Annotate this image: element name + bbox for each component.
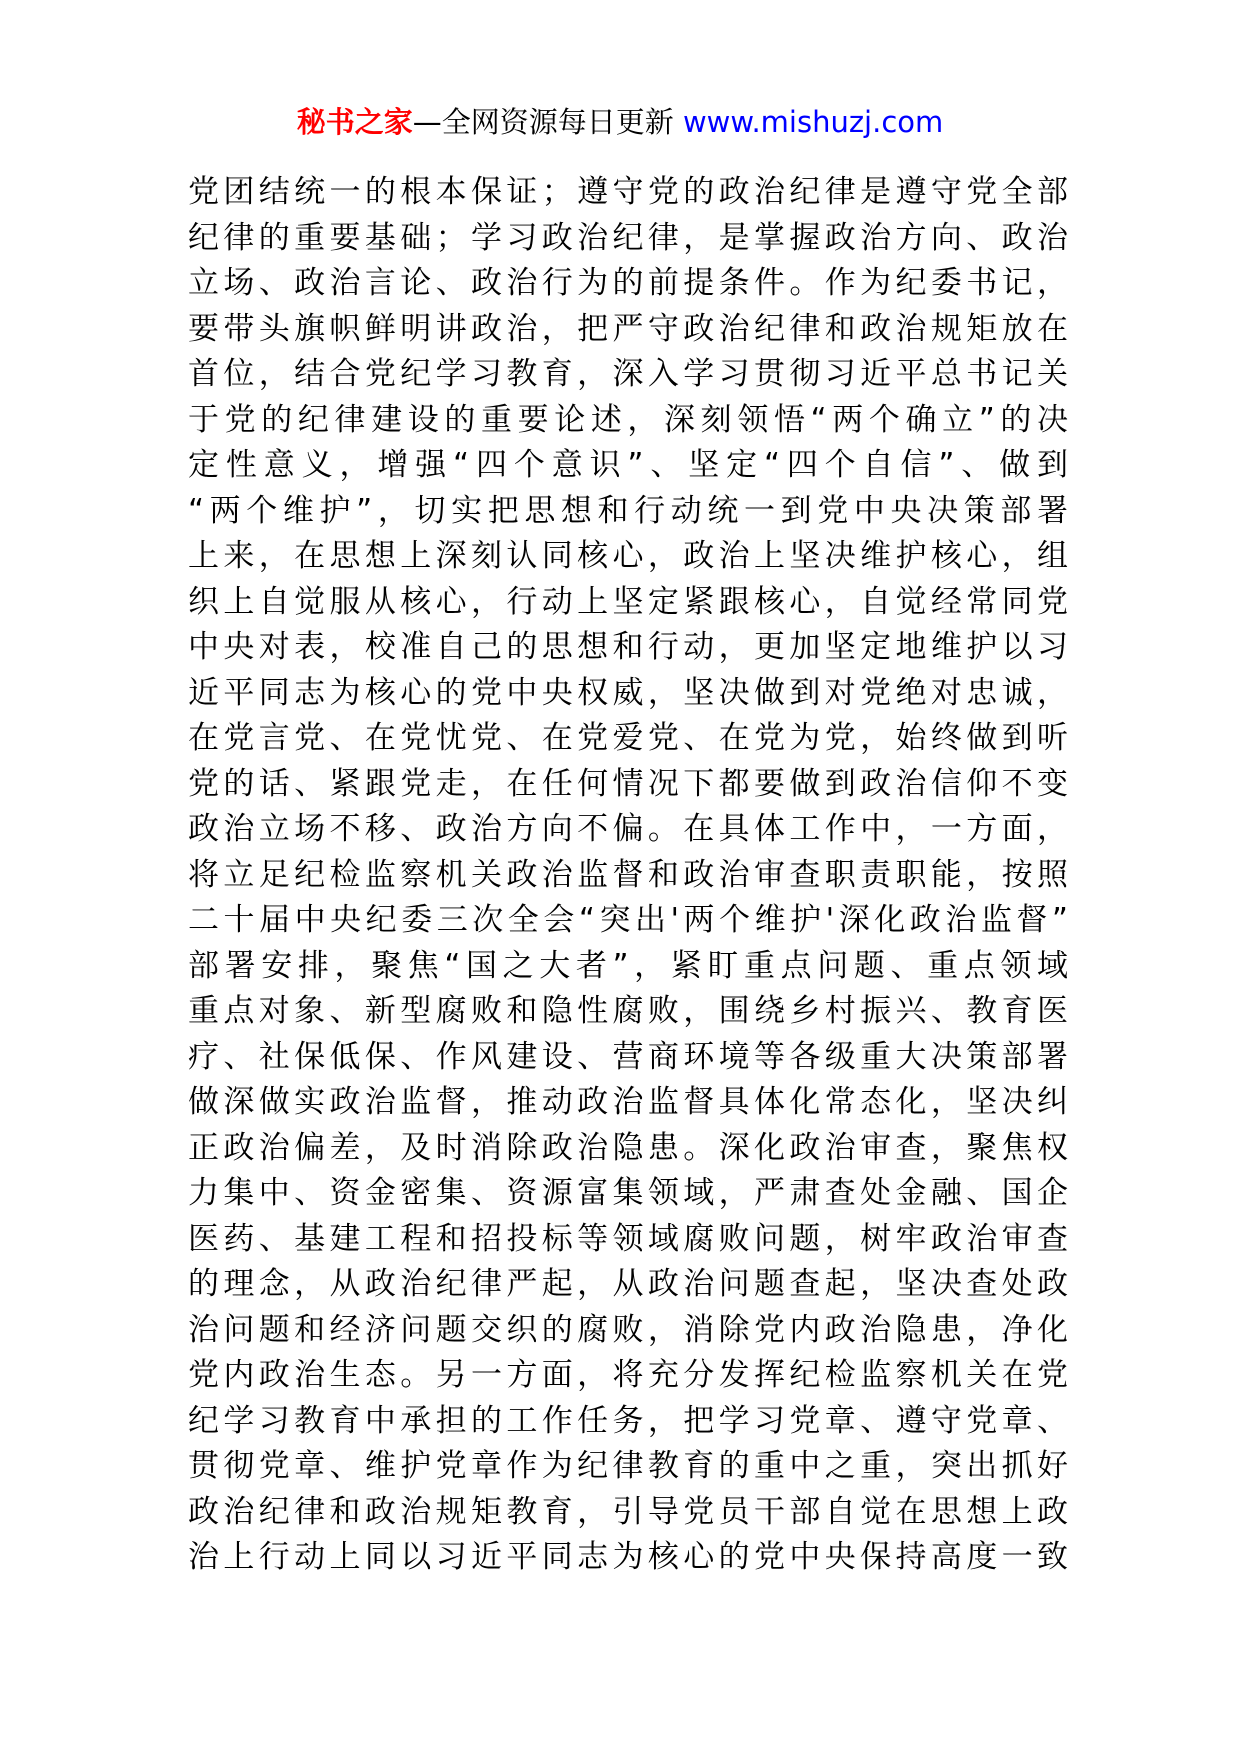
text-line: 党团结统一的根本保证；遵守党的政治纪律是遵守党全部 [188, 174, 1068, 210]
brand-name: 秘书之家 [296, 105, 413, 139]
text-line: 医药、基建工程和招投标等领域腐败问题，树牢政治审查 [188, 1220, 1068, 1257]
text-line: 要带头旗帜鲜明讲政治，把严守政治纪律和政治规矩放在 [188, 310, 1068, 347]
text-line: 部署安排，聚焦“国之大者”，紧盯重点问题、重点领域 [188, 947, 1068, 984]
document-body [188, 170, 1068, 1581]
text-line: 将立足纪检监察机关政治监督和政治审查职责职能，按照 [188, 856, 1068, 893]
text-line: 力集中、资金密集、资源富集领域，严肃查处金融、国企 [188, 1175, 1068, 1211]
text-line: 治问题和经济问题交织的腐败，消除党内政治隐患，净化 [188, 1311, 1068, 1348]
text-line: 近平同志为核心的党中央权威，坚决做到对党绝对忠诚， [188, 674, 1068, 711]
text-line: 纪律的重要基础；学习政治纪律，是掌握政治方向、政治 [188, 219, 1068, 256]
text-line: 定性意义，增强“四个意识”、坚定“四个自信”、做到 [188, 447, 1068, 483]
text-line: 二十届中央纪委三次全会“突出'两个维护'深化政治监督” [188, 902, 1068, 938]
text-line: “两个维护”，切实把思想和行动统一到党中央决策部署 [188, 492, 1068, 529]
text-line: 的理念，从政治纪律严起，从政治问题查起，坚决查处政 [188, 1266, 1068, 1302]
text-line: 做深做实政治监督，推动政治监督具体化常态化，坚决纠 [188, 1084, 1068, 1120]
text-line: 立场、政治言论、政治行为的前提条件。作为纪委书记， [188, 265, 1068, 301]
text-line: 织上自觉服从核心，行动上坚定紧跟核心，自觉经常同党 [188, 583, 1068, 620]
header-tagline: —全网资源每日更新 [412, 105, 683, 139]
text-line: 在党言党、在党忧党、在党爱党、在党为党，始终做到听 [188, 720, 1068, 756]
text-line: 疗、社保低保、作风建设、营商环境等各级重大决策部署 [188, 1038, 1068, 1075]
text-line: 贯彻党章、维护党章作为纪律教育的重中之重，突出抓好 [188, 1448, 1068, 1484]
text-line: 党的话、紧跟党走，在任何情况下都要做到政治信仰不变 [188, 765, 1068, 802]
text-line: 于党的纪律建设的重要论述，深刻领悟“两个确立”的决 [188, 401, 1068, 438]
text-line: 重点对象、新型腐败和隐性腐败，围绕乡村振兴、教育医 [188, 993, 1068, 1029]
site-url-link[interactable]: www.mishuzj.com [682, 105, 944, 139]
text-line: 党内政治生态。另一方面，将充分发挥纪检监察机关在党 [188, 1357, 1068, 1393]
text-line: 中央对表，校准自己的思想和行动，更加坚定地维护以习 [188, 629, 1068, 665]
text-line: 上来，在思想上深刻认同核心，政治上坚决维护核心，组 [188, 538, 1068, 574]
text-line: 治上行动上同以习近平同志为核心的党中央保持高度一致 [188, 1539, 1068, 1575]
text-line: 首位，结合党纪学习教育，深入学习贯彻习近平总书记关 [188, 356, 1068, 392]
page-header [0, 102, 1240, 142]
text-line: 政治纪律和政治规矩教育，引导党员干部自觉在思想上政 [188, 1493, 1068, 1530]
text-line: 政治立场不移、政治方向不偏。在具体工作中，一方面， [188, 811, 1068, 847]
text-line: 正政治偏差，及时消除政治隐患。深化政治审查，聚焦权 [188, 1129, 1068, 1166]
text-line: 纪学习教育中承担的工作任务，把学习党章、遵守党章、 [188, 1402, 1068, 1439]
